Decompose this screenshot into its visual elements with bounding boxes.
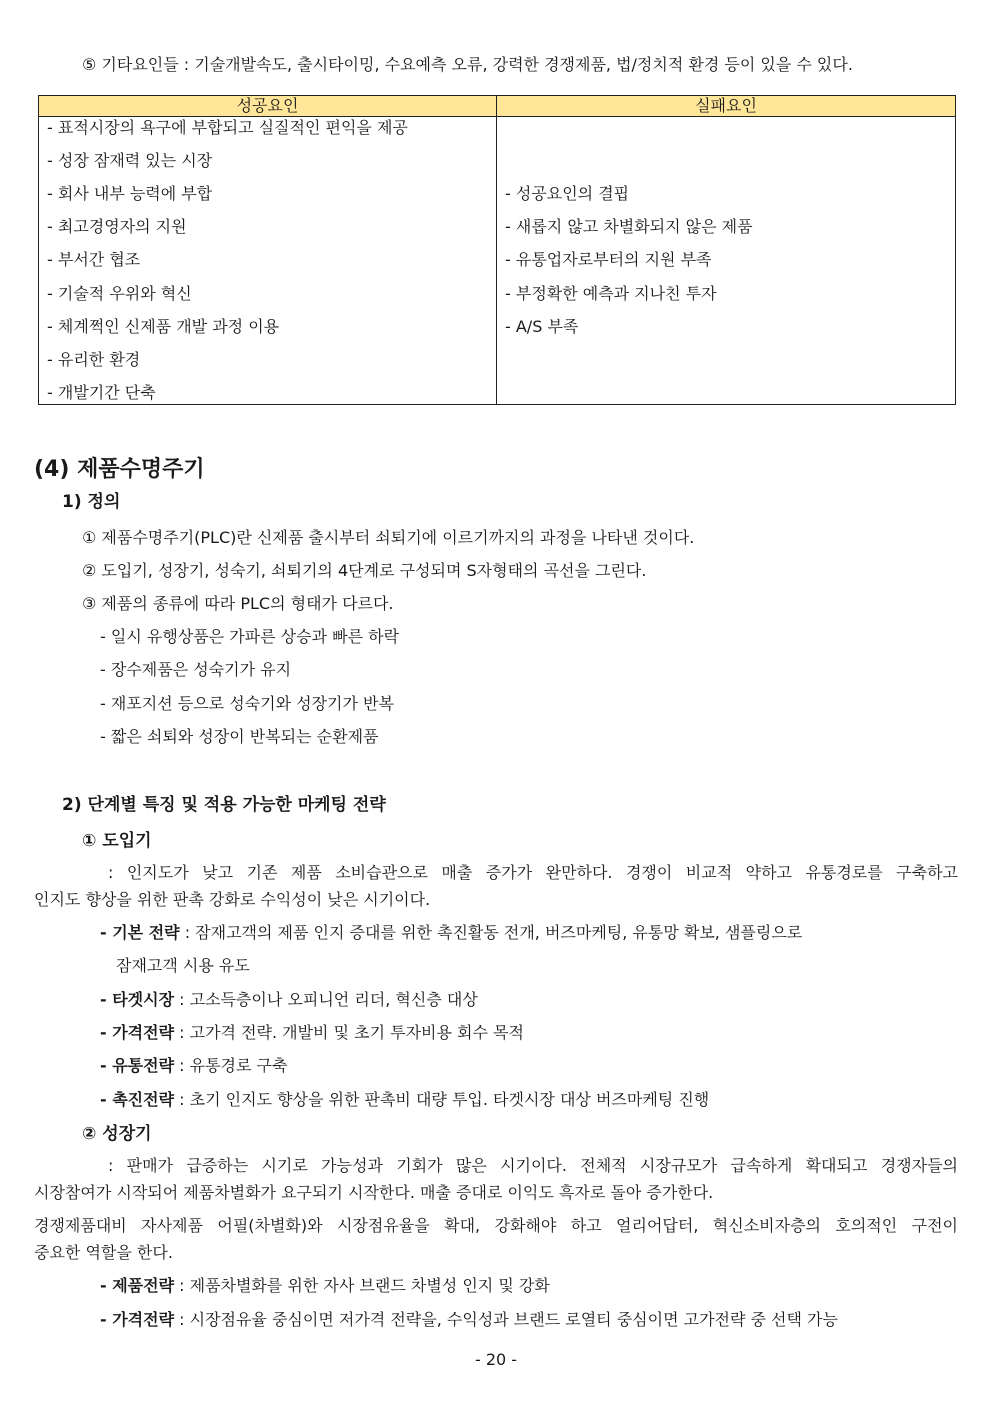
stage-introduction-desc: : 인지도가 낮고 기존 제품 소비습관으로 매출 증가가 완만하다. 경쟁이 비교적 약하고 유통경로를 구축하고 [108, 863, 958, 882]
intro-strategy-item [100, 989, 478, 1011]
item-label: - 제품전략 [100, 1276, 175, 1295]
success-item: - 부서간 협조 [47, 250, 141, 269]
item-text: : 잠재고객의 제품 인지 증대를 위한 촉진활동 전개, 버즈마케팅, 유통망 확보, 샘플링으로 [179, 923, 803, 942]
intro-strategy-item-cont: 잠재고객 시용 유도 [116, 956, 250, 975]
success-cell [39, 117, 497, 405]
item-label: - 타겟시장 [100, 990, 175, 1009]
item-text: : 제품차별화를 위한 자사 브랜드 차별성 인지 및 강화 [174, 1276, 550, 1295]
intro-strategy-item [100, 1089, 709, 1111]
definition-item: ② 도입기, 성장기, 성숙기, 쇠퇴기의 4단계로 구성되며 S자형태의 곡선을 그린다. [82, 561, 647, 580]
stage-growth-title: ② 성장기 [82, 1124, 152, 1144]
success-item: - 기술적 우위와 혁신 [47, 284, 192, 303]
item-label: - 촉진전략 [100, 1090, 175, 1109]
failure-item: - 새롭지 않고 차별화되지 않은 제품 [505, 217, 753, 236]
stage-introduction-desc: 인지도 향상을 위한 판촉 강화로 수익성이 낮은 시기이다. [34, 890, 431, 909]
item-label: - 가격전략 [100, 1023, 175, 1042]
stage-growth-desc: : 판매가 급증하는 시기로 가능성과 기회가 많은 시기이다. 전체적 시장규모가 급속하게 확대되고 경쟁자들의 [108, 1156, 958, 1175]
definition-subitem: - 짧은 쇠퇴와 성장이 반복되는 순환제품 [100, 727, 379, 746]
failure-item: - A/S 부족 [505, 317, 579, 336]
page-number: - 20 - [474, 1350, 518, 1369]
item-text: : 초기 인지도 향상을 위한 판촉비 대량 투입. 타겟시장 대상 버즈마케팅 진행 [174, 1090, 710, 1109]
header-success: 성공요인 [39, 96, 497, 117]
stage-introduction-title: ① 도입기 [82, 831, 152, 851]
success-item: - 유리한 환경 [47, 350, 141, 369]
item-label: - 가격전략 [100, 1310, 175, 1329]
stage-growth-desc: 중요한 역할을 한다. [34, 1243, 173, 1262]
stage-growth-desc: 경쟁제품대비 자사제품 어필(차별화)와 시장점유율을 확대, 강화해야 하고 얼리어답터, 혁신소비자층의 호의적인 구전이 [34, 1216, 958, 1235]
growth-strategy-item [100, 1309, 838, 1331]
item-text: : 고가격 전략. 개발비 및 초기 투자비용 회수 목적 [174, 1023, 524, 1042]
definition-item: ③ 제품의 종류에 따라 PLC의 형태가 다르다. [82, 594, 394, 613]
success-item: - 개발기간 단축 [47, 383, 156, 402]
item-label: - 유통전략 [100, 1056, 175, 1075]
definition-subitem: - 재포지션 등으로 성숙기와 성장기가 반복 [100, 694, 394, 713]
success-item: - 최고경영자의 지원 [47, 217, 187, 236]
definition-item: ① 제품수명주기(PLC)란 신제품 출시부터 쇠퇴기에 이르기까지의 과정을 나타낸 것이다. [82, 528, 695, 547]
intro-strategy-item [100, 922, 802, 944]
strategy-title: 2) 단계별 특징 및 적용 가능한 마케팅 전략 [62, 795, 386, 815]
success-item: - 표적시장의 욕구에 부합되고 실질적인 편익을 제공 [47, 118, 408, 137]
intro-other-factors: ⑤ 기타요인들 : 기술개발속도, 출시타이밍, 수요예측 오류, 강력한 경쟁제품, 법/정치적 환경 등이 있을 수 있다. [82, 55, 853, 74]
item-text: : 시장점유율 중심이면 저가격 전략을, 수익성과 브랜드 로열티 중심이면 고가전략 중 선택 가능 [174, 1310, 838, 1329]
item-label: - 기본 전략 [100, 923, 180, 942]
growth-strategy-item [100, 1275, 550, 1297]
header-failure: 실패요인 [497, 96, 956, 117]
intro-strategy-item [100, 1055, 287, 1077]
intro-strategy-item [100, 1022, 524, 1044]
failure-item: - 부정확한 예측과 지나친 투자 [505, 284, 717, 303]
success-item: - 성장 잠재력 있는 시장 [47, 151, 213, 170]
definition-title: 1) 정의 [62, 492, 121, 512]
failure-item: - 유통업자로부터의 지원 부족 [505, 250, 712, 269]
failure-item: - 성공요인의 결핍 [505, 184, 630, 203]
definition-subitem: - 일시 유행상품은 가파른 상승과 빠른 하락 [100, 627, 400, 646]
success-item: - 체계쩍인 신제품 개발 과정 이용 [47, 317, 280, 336]
definition-subitem: - 장수제품은 성숙기가 유지 [100, 660, 292, 679]
section-title: (4) 제품수명주기 [34, 457, 205, 482]
item-text: : 유통경로 구축 [174, 1056, 288, 1075]
item-text: : 고소득층이나 오피니언 리더, 혁신층 대상 [174, 990, 478, 1009]
failure-cell [497, 117, 956, 405]
success-item: - 회사 내부 능력에 부합 [47, 184, 213, 203]
success-failure-table [38, 95, 956, 405]
stage-growth-desc: 시장참여가 시작되어 제품차별화가 요구되기 시작한다. 매출 증대로 이익도 흑자로 돌아 증가한다. [34, 1183, 714, 1202]
